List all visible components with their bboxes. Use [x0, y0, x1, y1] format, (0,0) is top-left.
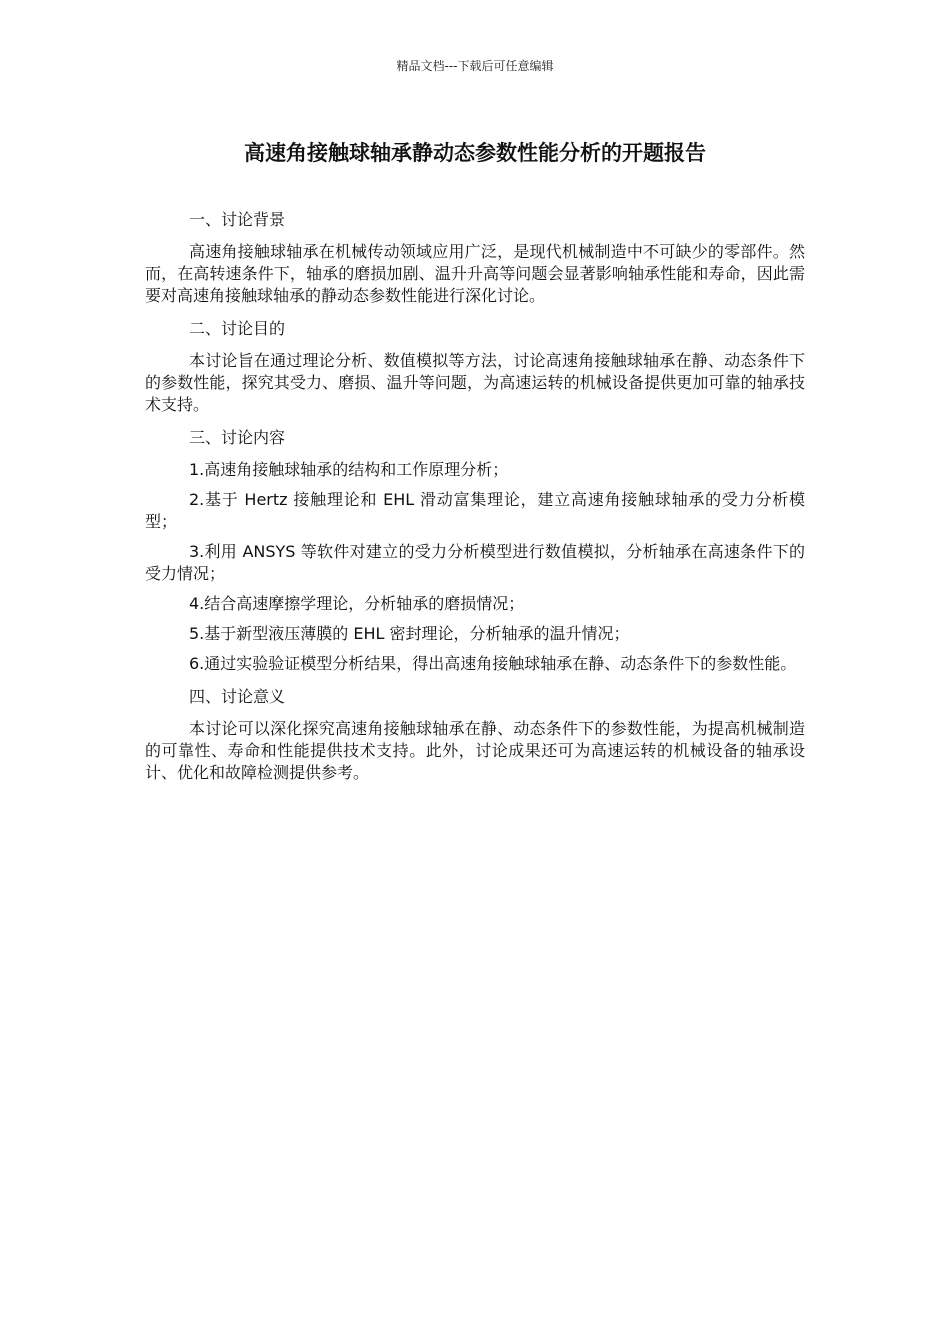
list-item: 4.结合高速摩擦学理论，分析轴承的磨损情况； — [189, 594, 525, 613]
paragraph: 高速角接触球轴承在机械传动领域应用广泛，是现代机械制造中不可缺少的零部件。然而，在高转速条件下，轴承的磨损加剧、温升升高等问题会显著影响轴承性能和寿命，因此需要对高速角接触球轴承的静动态参数性能进行深化讨论。 — [145, 242, 805, 305]
section-heading-significance: 四、讨论意义 — [189, 687, 286, 706]
section-heading-content: 三、讨论内容 — [189, 428, 286, 447]
section-heading-purpose: 二、讨论目的 — [189, 319, 286, 338]
list-item: 2.基于 Hertz 接触理论和 EHL 滑动富集理论，建立高速角接触球轴承的受力分析模型； — [145, 490, 805, 531]
list-item: 1.高速角接触球轴承的结构和工作原理分析； — [189, 460, 509, 479]
document-title: 高速角接触球轴承静动态参数性能分析的开题报告 — [244, 141, 706, 165]
document-body — [145, 206, 805, 792]
paragraph: 本讨论可以深化探究高速角接触球轴承在静、动态条件下的参数性能，为提高机械制造的可靠性、寿命和性能提供技术支持。此外，讨论成果还可为高速运转的机械设备的轴承设计、优化和故障检测提供参考。 — [145, 719, 805, 782]
section-heading-background: 一、讨论背景 — [189, 210, 286, 229]
list-item: 6.通过实验验证模型分析结果，得出高速角接触球轴承在静、动态条件下的参数性能。 — [189, 654, 797, 673]
paragraph: 本讨论旨在通过理论分析、数值模拟等方法，讨论高速角接触球轴承在静、动态条件下的参数性能，探究其受力、磨损、温升等问题，为高速运转的机械设备提供更加可靠的轴承技术支持。 — [145, 351, 805, 414]
page-header: 精品文档---下载后可任意编辑 — [396, 59, 554, 73]
list-item: 3.利用 ANSYS 等软件对建立的受力分析模型进行数值模拟，分析轴承在高速条件下的受力情况； — [145, 542, 805, 583]
list-item: 5.基于新型液压薄膜的 EHL 密封理论，分析轴承的温升情况； — [189, 624, 630, 643]
